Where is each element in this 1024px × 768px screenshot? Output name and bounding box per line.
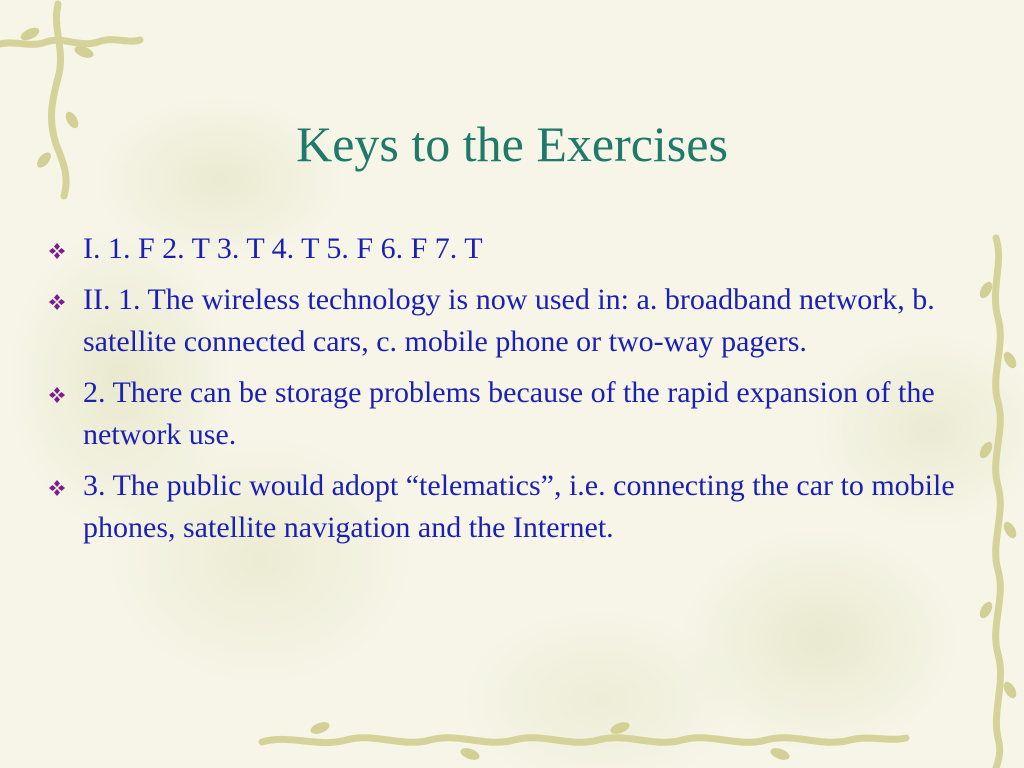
four-diamond-bullet-icon: [48, 479, 66, 497]
bullet-item: [48, 279, 978, 363]
bullet-item: [48, 465, 978, 549]
bullet-list: [48, 228, 978, 558]
four-diamond-bullet-icon: [48, 293, 66, 311]
four-diamond-bullet-icon: [48, 386, 66, 404]
four-diamond-bullet-icon: [48, 242, 66, 260]
bullet-text: II. 1. The wireless technology is now used in: a. broadband network, b. satellite connected cars, c. mobile phone or two-way pagers.: [83, 283, 935, 358]
bullet-text: 3. The public would adopt “telematics”, i.e. connecting the car to mobile phones, satellite navigation and the Internet.: [83, 469, 955, 544]
bullet-item: [48, 228, 978, 270]
slide-title: Keys to the Exercises: [296, 116, 728, 172]
bullet-text: 2. There can be storage problems because of the rapid expansion of the network use.: [83, 376, 935, 451]
bullet-text: I. 1. F 2. T 3. T 4. T 5. F 6. F 7. T: [83, 232, 483, 265]
bullet-item: [48, 372, 978, 456]
